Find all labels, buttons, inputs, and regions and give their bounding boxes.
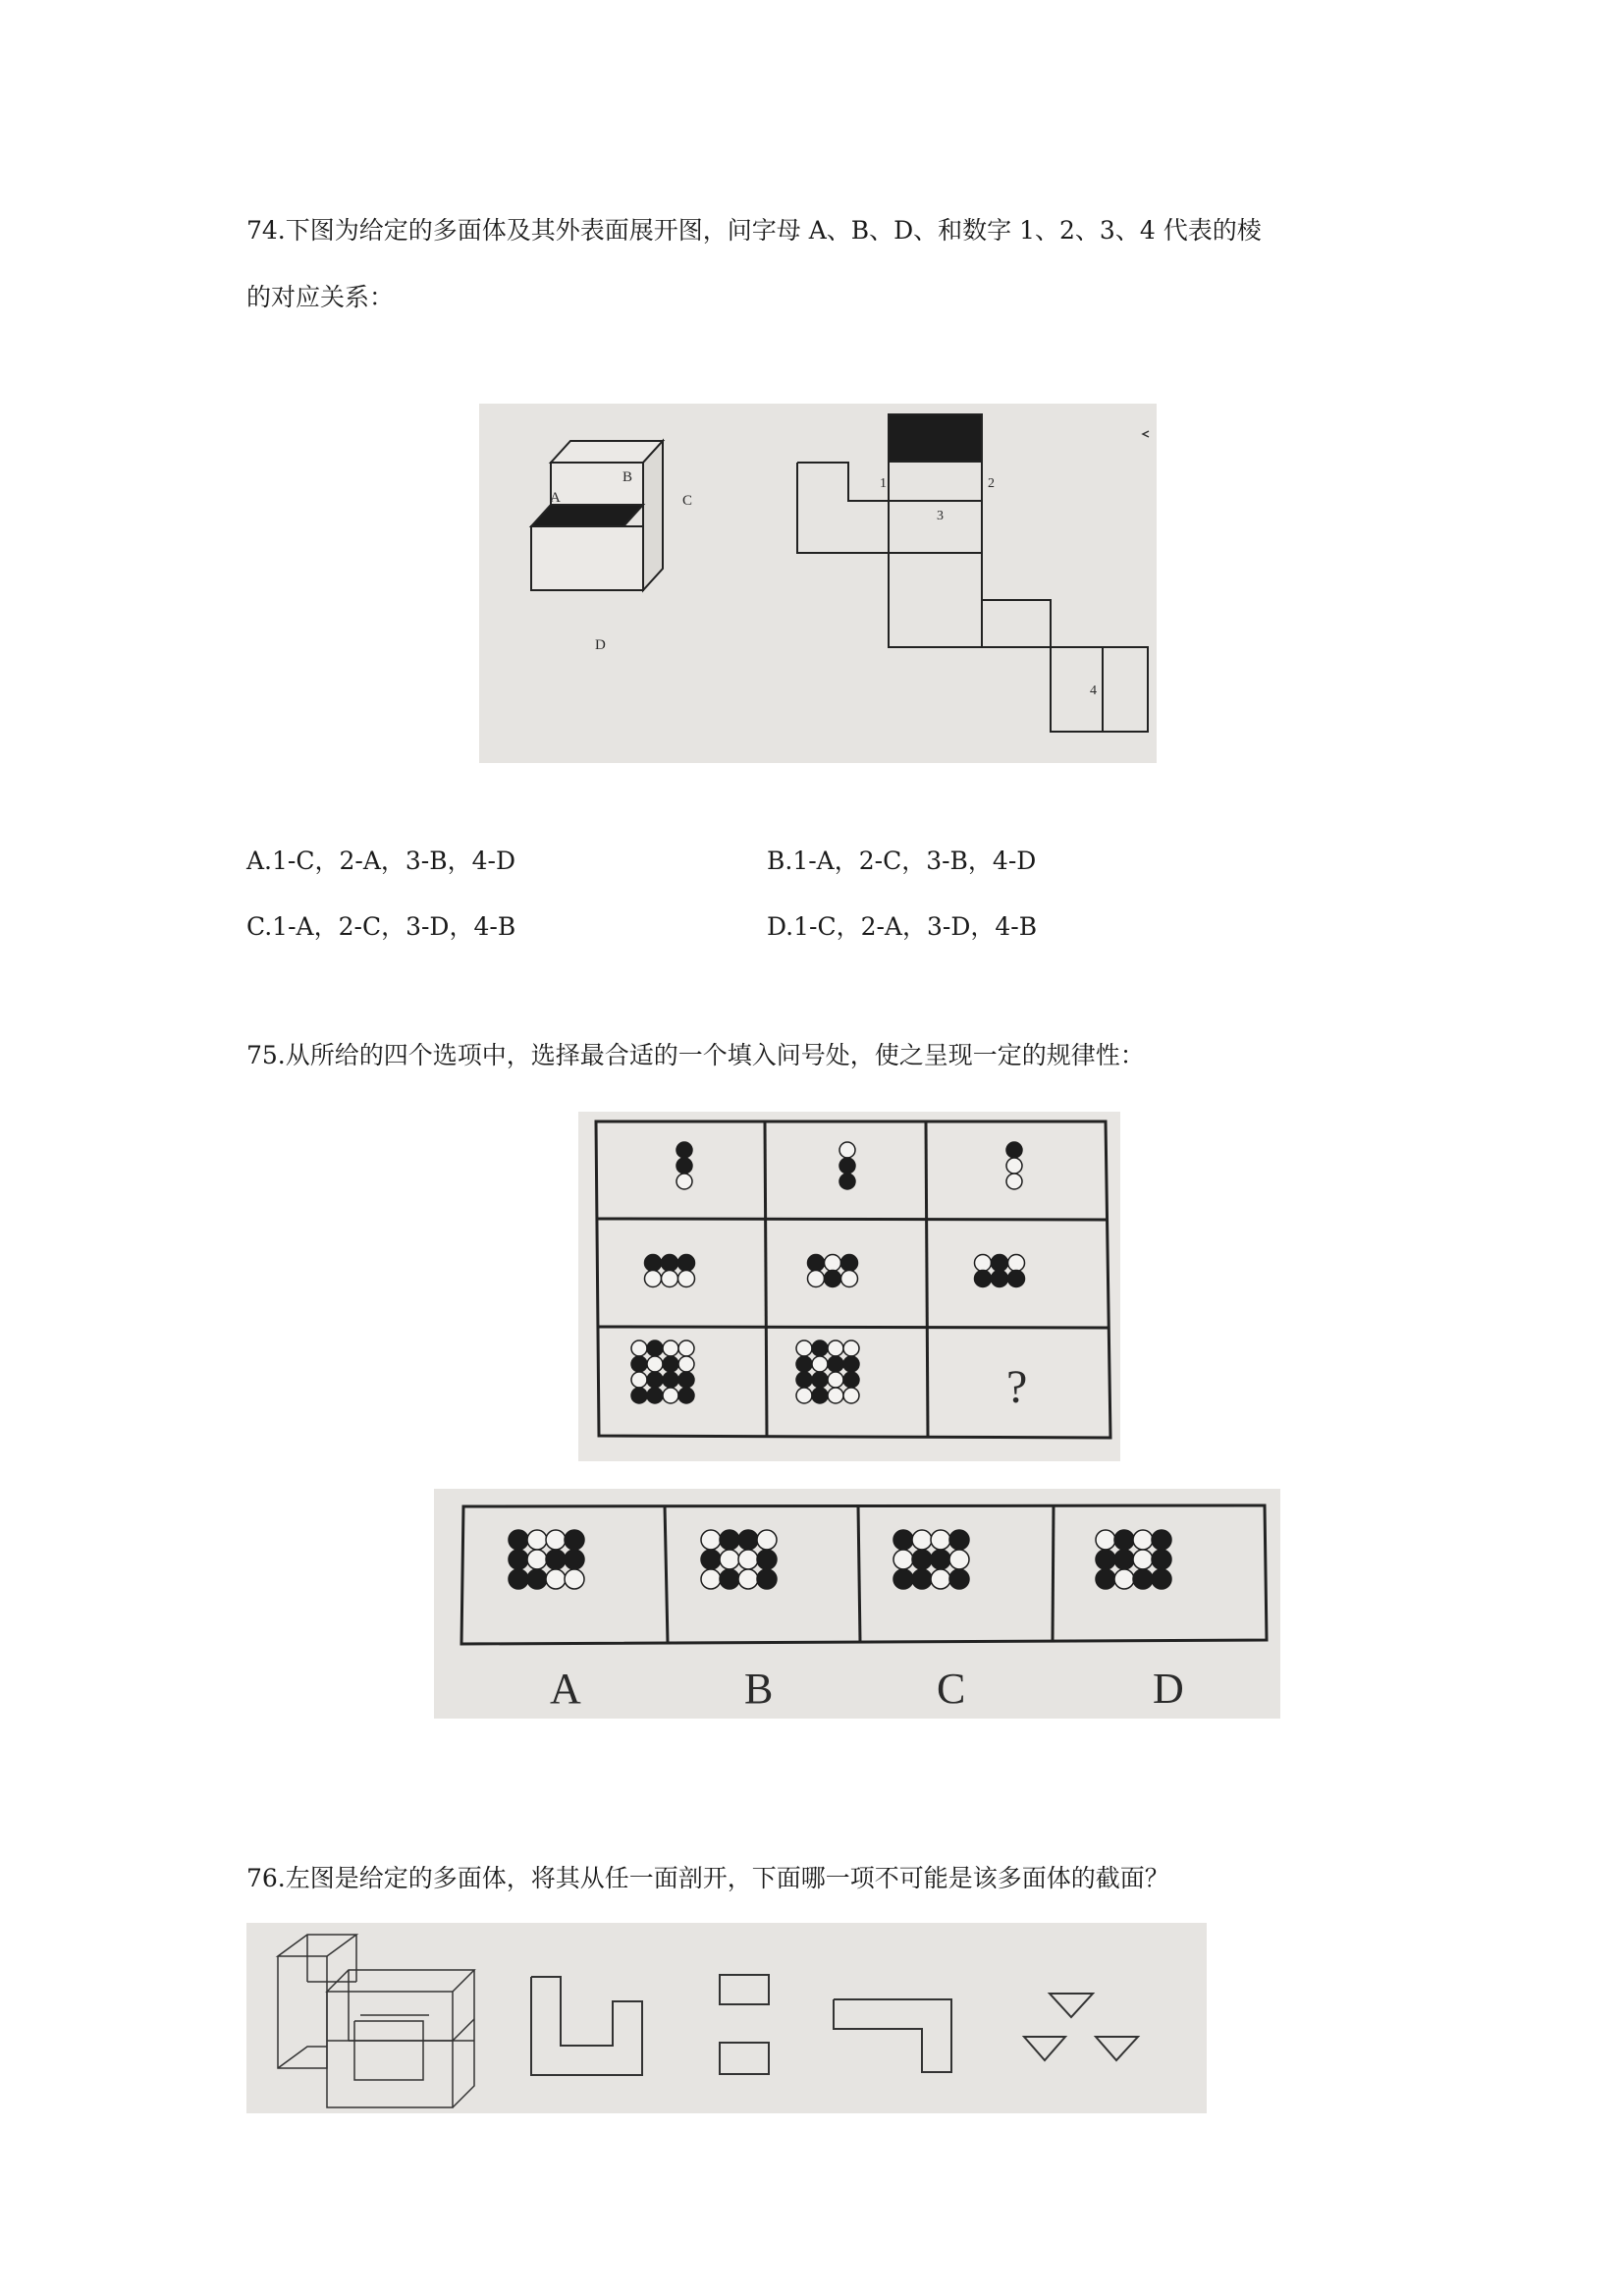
matrix-dot <box>662 1255 678 1272</box>
matrix-dot <box>975 1255 992 1272</box>
option-dot <box>546 1569 566 1589</box>
polyhedron-solid <box>531 441 663 590</box>
option-dot <box>1152 1530 1171 1550</box>
option-dot <box>546 1530 566 1550</box>
matrix-dot <box>647 1356 663 1372</box>
option-dot <box>912 1530 932 1550</box>
matrix-dot <box>808 1255 825 1272</box>
matrix-dot <box>841 1255 858 1272</box>
matrix-dot <box>828 1372 843 1388</box>
option-dot <box>1133 1569 1153 1589</box>
option-letter-a[interactable]: A <box>550 1665 581 1713</box>
matrix-dot <box>843 1356 859 1372</box>
matrix-dot <box>647 1388 663 1403</box>
matrix-dot <box>678 1388 694 1403</box>
option-dot <box>1133 1550 1153 1569</box>
matrix-dot <box>812 1340 828 1356</box>
matrix-dot <box>975 1271 992 1287</box>
option-dot <box>720 1569 739 1589</box>
matrix-dot <box>808 1271 825 1287</box>
q76-figure <box>246 1923 1207 2113</box>
option-dot <box>509 1530 528 1550</box>
matrix-dot <box>676 1158 692 1174</box>
option-dot <box>509 1550 528 1569</box>
q74-stem-line2: 的对应关系： <box>246 283 395 311</box>
matrix-dot <box>678 1255 695 1272</box>
option-dot <box>1114 1550 1134 1569</box>
matrix-dot <box>645 1271 662 1287</box>
matrix-dot <box>663 1388 678 1403</box>
q74-option-b[interactable]: B.1-A，2-C，3-B，4-D <box>767 847 1037 875</box>
solid-label-c: C <box>682 493 693 509</box>
matrix-dot <box>647 1372 663 1388</box>
q76-stem-line1: 76.左图是给定的多面体，将其从任一面剖开，下面哪一项不可能是该多面体的截面？ <box>246 1864 1169 1892</box>
matrix-dot <box>676 1174 692 1189</box>
q75-stem-line1: 75.从所给的四个选项中，选择最合适的一个填入问号处，使之呈现一定的规律性： <box>246 1041 1145 1069</box>
net-label-1: 1 <box>880 476 887 491</box>
option-dot <box>701 1550 721 1569</box>
net-label-3: 3 <box>937 509 944 523</box>
question-mark: ? <box>1006 1361 1028 1413</box>
option-dot <box>565 1550 584 1569</box>
option-dot <box>1114 1530 1134 1550</box>
option-dot <box>701 1569 721 1589</box>
matrix-dot <box>678 1372 694 1388</box>
matrix-dot <box>631 1388 647 1403</box>
matrix-dot <box>663 1340 678 1356</box>
option-dot <box>931 1550 950 1569</box>
option-dot <box>565 1569 584 1589</box>
option-dot <box>949 1550 969 1569</box>
option-dot <box>720 1530 739 1550</box>
matrix-dot <box>676 1142 692 1158</box>
matrix-dot <box>825 1255 841 1272</box>
matrix-dot <box>828 1356 843 1372</box>
matrix-dot <box>992 1255 1008 1272</box>
option-dot <box>527 1569 547 1589</box>
q75-matrix-figure <box>578 1112 1120 1461</box>
matrix-dot <box>796 1356 812 1372</box>
option-dot <box>931 1569 950 1589</box>
matrix-dot <box>1008 1255 1025 1272</box>
matrix-dot <box>812 1356 828 1372</box>
matrix-dot <box>1008 1271 1025 1287</box>
matrix-dot <box>1006 1158 1022 1174</box>
option-dot <box>527 1550 547 1569</box>
solid-label-b: B <box>622 469 633 485</box>
matrix-dot <box>839 1158 855 1174</box>
option-dot <box>757 1550 777 1569</box>
matrix-dot <box>1006 1174 1022 1189</box>
matrix-dot <box>992 1271 1008 1287</box>
option-dot <box>949 1569 969 1589</box>
matrix-dot <box>663 1372 678 1388</box>
option-dot <box>738 1550 758 1569</box>
matrix-dot <box>843 1372 859 1388</box>
solid-label-d: D <box>595 637 606 653</box>
matrix-dot <box>812 1372 828 1388</box>
matrix-dot <box>828 1340 843 1356</box>
option-dot <box>527 1530 547 1550</box>
matrix-dot <box>843 1388 859 1403</box>
matrix-dot <box>796 1372 812 1388</box>
option-dot <box>565 1530 584 1550</box>
matrix-dot <box>663 1356 678 1372</box>
option-dot <box>546 1550 566 1569</box>
q75-options-figure <box>434 1489 1280 1719</box>
matrix-dot <box>631 1372 647 1388</box>
option-letter-b[interactable]: B <box>744 1665 774 1713</box>
q74-option-d[interactable]: D.1-C，2-A，3-D，4-B <box>767 912 1038 941</box>
matrix-dot <box>843 1340 859 1356</box>
q74-option-a[interactable]: A.1-C，2-A，3-B，4-D <box>246 847 516 875</box>
option-dot <box>1096 1530 1115 1550</box>
option-dot <box>912 1569 932 1589</box>
option-dot <box>893 1569 913 1589</box>
q74-figure <box>479 404 1157 763</box>
matrix-dot <box>841 1271 858 1287</box>
option-dot <box>893 1550 913 1569</box>
option-dot <box>757 1530 777 1550</box>
matrix-dot <box>828 1388 843 1403</box>
option-dot <box>1096 1550 1115 1569</box>
matrix-dot <box>645 1255 662 1272</box>
matrix-dot <box>839 1174 855 1189</box>
option-dot <box>1152 1550 1171 1569</box>
net-label-4: 4 <box>1090 683 1097 698</box>
matrix-dot <box>825 1271 841 1287</box>
matrix-dot <box>678 1340 694 1356</box>
option-dot <box>949 1530 969 1550</box>
matrix-dot <box>839 1142 855 1158</box>
matrix-dot <box>678 1356 694 1372</box>
matrix-dot <box>647 1340 663 1356</box>
option-letter-c[interactable]: C <box>937 1665 966 1713</box>
option-dot <box>1096 1569 1115 1589</box>
option-dot <box>1114 1569 1134 1589</box>
matrix-dot <box>1006 1142 1022 1158</box>
option-dot <box>738 1530 758 1550</box>
matrix-dot <box>796 1340 812 1356</box>
option-dot <box>931 1530 950 1550</box>
q74-stem-line1: 74.下图为给定的多面体及其外表面展开图，问字母 A、B、D、和数字 1、2、3、4 代表的棱 <box>246 216 1262 245</box>
option-dot <box>509 1569 528 1589</box>
option-dot <box>1133 1530 1153 1550</box>
option-dot <box>701 1530 721 1550</box>
option-dot <box>738 1569 758 1589</box>
matrix-dot <box>812 1388 828 1403</box>
net-label-2: 2 <box>988 476 995 491</box>
option-dot <box>757 1569 777 1589</box>
option-dot <box>720 1550 739 1569</box>
q74-option-c[interactable]: C.1-A，2-C，3-D，4-B <box>246 912 516 941</box>
matrix-dot <box>662 1271 678 1287</box>
matrix-dot <box>796 1388 812 1403</box>
matrix-dot <box>631 1356 647 1372</box>
matrix-dot <box>678 1271 695 1287</box>
option-letter-d[interactable]: D <box>1153 1665 1184 1713</box>
option-dot <box>1152 1569 1171 1589</box>
option-dot <box>893 1530 913 1550</box>
matrix-dot <box>631 1340 647 1356</box>
option-dot <box>912 1550 932 1569</box>
solid-label-a: A <box>550 490 561 506</box>
